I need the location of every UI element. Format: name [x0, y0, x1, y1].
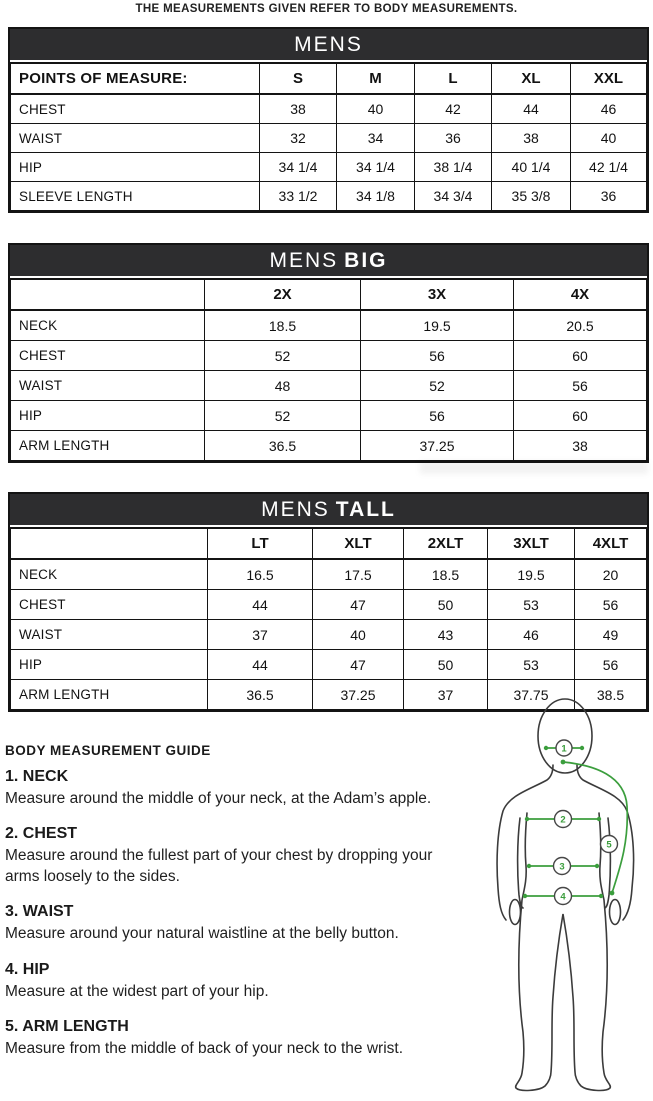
guide-item-hip [5, 961, 467, 1002]
right-hand-outline [610, 900, 621, 925]
measurement-value: 37.25 [361, 431, 514, 461]
measurement-row [11, 182, 647, 211]
measurement-value: 19.5 [361, 310, 514, 341]
table-title-regular: MENS [269, 248, 339, 272]
guide-item-heading: 1. NECK [5, 768, 69, 785]
measurement-value: 56 [575, 590, 647, 620]
measurement-value: 37 [404, 680, 488, 710]
measurement-row [11, 559, 647, 590]
measurement-row [11, 401, 647, 431]
mens-big-size-table [8, 243, 649, 463]
points-of-measure-header [11, 528, 208, 559]
measurement-value: 18.5 [205, 310, 361, 341]
marker-number-arm-length: 5 [606, 839, 612, 851]
guide-item-heading: 4. HIP [5, 960, 50, 978]
measurement-value: 34 [337, 124, 415, 153]
guide-item-text: Measure from the middle of back of your neck to the wrist. [5, 1040, 404, 1058]
body-figure [487, 692, 650, 1096]
measurement-value: 40 1/4 [492, 153, 571, 182]
measure-point-label: ARM LENGTH [11, 431, 205, 461]
size-column-header: XLT [313, 528, 404, 559]
marker-number-hip: 4 [560, 891, 566, 903]
measure-point-label: ARM LENGTH [11, 680, 208, 710]
size-column-header: 3X [361, 279, 514, 310]
points-of-measure-header [11, 279, 205, 310]
guide-item-text: Measure at the widest part of your hip. [5, 982, 269, 1000]
table-title-mens-tall [10, 494, 647, 525]
measurement-value: 36 [415, 124, 492, 153]
measurement-value: 40 [313, 620, 404, 650]
measure-point-label: WAIST [11, 124, 260, 153]
line-end-dot [525, 817, 529, 821]
points-of-measure-header: POINTS OF MEASURE: [11, 63, 260, 94]
measurement-value: 60 [514, 341, 647, 371]
line-end-dot [580, 746, 584, 750]
measurement-value: 38 1/4 [415, 153, 492, 182]
measurement-value: 42 1/4 [571, 153, 647, 182]
measurement-row [11, 341, 647, 371]
guide-item-chest [5, 825, 467, 887]
measurement-value: 42 [415, 94, 492, 124]
measure-point-label: HIP [11, 401, 205, 431]
size-column-header: M [337, 63, 415, 94]
measurement-value: 38 [492, 124, 571, 153]
line-end-dot [544, 746, 548, 750]
measurement-value: 52 [205, 341, 361, 371]
measurement-value: 40 [571, 124, 647, 153]
body-measurement-guide [5, 743, 467, 1060]
left-inner-arm-outline [518, 818, 523, 908]
measurement-lines [523, 743, 627, 898]
guide-item-neck [5, 768, 467, 809]
measurement-value: 38 [260, 94, 337, 124]
measure-point-label: HIP [11, 650, 208, 680]
line-end-dot [597, 817, 601, 821]
measurement-value: 44 [208, 590, 313, 620]
measurement-value: 47 [313, 650, 404, 680]
disclaimer-text: THE MEASUREMENTS GIVEN REFER TO BODY MEASUREMENTS. [135, 3, 518, 15]
measurement-value: 52 [205, 401, 361, 431]
measure-point-label: HIP [11, 153, 260, 182]
size-column-header: LT [208, 528, 313, 559]
guide-item-text: Measure around your natural waistline at the belly button. [5, 925, 399, 943]
measurement-value: 37.25 [313, 680, 404, 710]
measurement-value: 19.5 [488, 559, 575, 590]
guide-item-text: Measure around the fullest part of your chest by dropping your arms loosely to the sides. [5, 847, 433, 885]
marker-number-neck: 1 [561, 743, 567, 755]
measurement-value: 44 [492, 94, 571, 124]
measure-point-label: CHEST [11, 341, 205, 371]
measurement-value: 53 [488, 650, 575, 680]
measurement-value: 40 [337, 94, 415, 124]
size-column-header: 2X [205, 279, 361, 310]
measurement-value: 18.5 [404, 559, 488, 590]
column-header-row [11, 63, 647, 94]
table-title-mens-big [10, 245, 647, 276]
curve-start-dot [561, 760, 566, 765]
measurement-value: 38.5 [575, 680, 647, 710]
marker-number-waist: 3 [559, 861, 565, 873]
column-header-row [11, 279, 647, 310]
mens-big-measurements-grid [10, 278, 647, 461]
size-column-header: XL [492, 63, 571, 94]
guide-item-arm-length [5, 1018, 467, 1059]
measurement-value: 43 [404, 620, 488, 650]
measurement-value: 56 [575, 650, 647, 680]
mens-tall-measurements-grid [10, 527, 647, 710]
guide-item-text: Measure around the middle of your neck, at the Adam’s apple. [5, 790, 432, 807]
guide-title: BODY MEASUREMENT GUIDE [5, 743, 211, 758]
measure-point-label: SLEEVE LENGTH [11, 182, 260, 211]
measurement-value: 34 1/4 [337, 153, 415, 182]
size-column-header: 4X [514, 279, 647, 310]
measurement-value: 35 3/8 [492, 182, 571, 211]
measurement-value: 44 [208, 650, 313, 680]
size-column-header: 2XLT [404, 528, 488, 559]
measurement-value: 50 [404, 650, 488, 680]
measurement-row [11, 620, 647, 650]
measurement-row [11, 124, 647, 153]
measurement-value: 50 [404, 590, 488, 620]
guide-item-heading: 5. ARM LENGTH [5, 1018, 129, 1036]
line-end-dot [527, 864, 531, 868]
mens-tall-size-table [8, 492, 649, 712]
measurement-value: 17.5 [313, 559, 404, 590]
measure-point-label: WAIST [11, 620, 208, 650]
measurement-value: 34 3/4 [415, 182, 492, 211]
measurement-value: 46 [488, 620, 575, 650]
line-end-dot [599, 894, 603, 898]
measurement-value: 47 [313, 590, 404, 620]
arm-length-measure-curve [563, 762, 627, 893]
measurement-value: 37.75 [488, 680, 575, 710]
measurement-value: 56 [361, 401, 514, 431]
size-column-header: 3XLT [488, 528, 575, 559]
measurement-value: 33 1/2 [260, 182, 337, 211]
measurement-value: 20 [575, 559, 647, 590]
guide-item-heading: 3. WAIST [5, 903, 74, 921]
line-end-dot [595, 864, 599, 868]
table-title-mens [10, 29, 647, 60]
measurement-value: 36.5 [205, 431, 361, 461]
guide-item-heading: 2. CHEST [5, 825, 78, 843]
table-title-bold: TALL [335, 497, 396, 521]
right-inner-arm-outline [605, 818, 610, 908]
measurement-value: 53 [488, 590, 575, 620]
marker-number-chest: 2 [560, 814, 566, 826]
line-end-dot [523, 894, 527, 898]
table-title-regular: MENS [294, 32, 363, 56]
measurement-value: 34 1/4 [260, 153, 337, 182]
measurement-row [11, 590, 647, 620]
measure-point-label: NECK [11, 310, 205, 341]
measurement-row [11, 153, 647, 182]
measurement-value: 16.5 [208, 559, 313, 590]
measurement-value: 48 [205, 371, 361, 401]
measure-point-label: CHEST [11, 590, 208, 620]
measurement-value: 49 [575, 620, 647, 650]
measurement-value: 56 [514, 371, 647, 401]
measurement-row [11, 431, 647, 461]
measure-point-label: NECK [11, 559, 208, 590]
table-title-bold: BIG [344, 248, 388, 272]
measurement-value: 36.5 [208, 680, 313, 710]
guide-item-waist [5, 903, 467, 944]
measurement-value: 32 [260, 124, 337, 153]
measure-point-label: WAIST [11, 371, 205, 401]
measurement-value: 37 [208, 620, 313, 650]
measurement-row [11, 94, 647, 124]
table-title-regular: MENS [261, 497, 330, 521]
measurement-value: 60 [514, 401, 647, 431]
size-column-header: L [415, 63, 492, 94]
measurement-value: 36 [571, 182, 647, 211]
curve-end-dot [610, 891, 615, 896]
size-column-header: S [260, 63, 337, 94]
column-header-row [11, 528, 647, 559]
scan-shadow-artifact [420, 461, 648, 474]
measurement-value: 52 [361, 371, 514, 401]
size-column-header: XXL [571, 63, 647, 94]
size-column-header: 4XLT [575, 528, 647, 559]
torso-legs-outline [516, 813, 611, 1090]
measurement-value: 56 [361, 341, 514, 371]
mens-size-table [8, 27, 649, 213]
mens-measurements-grid [10, 62, 647, 211]
measurement-row [11, 371, 647, 401]
body-figure-svg [487, 692, 650, 1096]
measure-point-label: CHEST [11, 94, 260, 124]
measurement-value: 34 1/8 [337, 182, 415, 211]
measurement-row [11, 310, 647, 341]
left-hand-outline [510, 900, 521, 925]
measurement-value: 38 [514, 431, 647, 461]
measurement-value: 46 [571, 94, 647, 124]
measurement-row [11, 650, 647, 680]
measurement-value: 20.5 [514, 310, 647, 341]
